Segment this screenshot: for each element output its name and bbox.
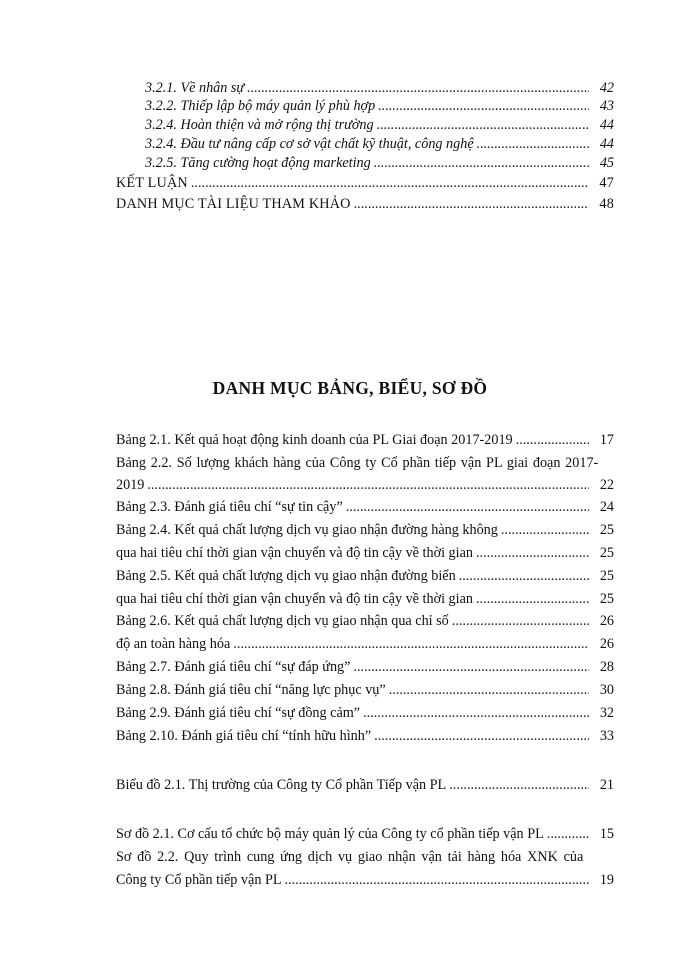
list-item-diagram[interactable] [116, 825, 614, 843]
list-item-table[interactable] [116, 727, 614, 745]
list-item-text: Bảng 2.1. Kết quả hoạt động kinh doanh của PL Giai đoạn 2017-2019 [116, 432, 513, 448]
dot-leader [477, 135, 589, 153]
list-item-page: 19 [599, 872, 614, 888]
list-item-text: Bảng 2.6. Kết quả chất lượng dịch vụ giao nhận qua chỉ số [116, 613, 449, 629]
list-item-chart[interactable] [116, 776, 614, 794]
dot-leader [516, 431, 589, 449]
dot-leader [354, 195, 589, 213]
toc-entry-text: 3.2.1. Về nhân sự [145, 80, 245, 96]
list-item-table[interactable] [116, 454, 614, 472]
list-item-text: Bảng 2.9. Đánh giá tiêu chí “sự đồng cảm” [116, 705, 361, 721]
list-item-table[interactable] [116, 635, 614, 653]
list-item-text: Bảng 2.4. Kết quả chất lượng dịch vụ giao nhận đường hàng không [116, 522, 498, 538]
dot-leader [285, 871, 589, 889]
toc-entry-text: 3.2.4. Đầu tư nâng cấp cơ sở vật chất kỹ thuật, công nghệ [145, 136, 474, 152]
list-item-table[interactable] [116, 612, 614, 630]
list-item-diagram[interactable] [116, 848, 614, 866]
toc-entry-3-2-1[interactable] [145, 79, 614, 97]
dot-leader [247, 79, 589, 97]
dot-leader [147, 476, 589, 494]
section-title: DANH MỤC BẢNG, BIỂU, SƠ ĐỒ [212, 378, 488, 398]
list-item-page: 15 [599, 826, 614, 842]
dot-leader [377, 116, 589, 134]
list-item-text: qua hai tiêu chí thời gian vận chuyển và độ tin cậy về thời gian [116, 545, 473, 561]
list-item-page: 25 [599, 568, 614, 584]
list-item-text: Bảng 2.3. Đánh giá tiêu chí “sự tin cậy” [116, 499, 343, 515]
dot-leader [476, 544, 589, 562]
list-item-page: 32 [599, 705, 614, 721]
list-item-table[interactable] [116, 704, 614, 722]
dot-leader [378, 97, 589, 115]
toc-entry-3-2-5[interactable] [145, 154, 614, 172]
list-item-text: Bảng 2.7. Đánh giá tiêu chí “sự đáp ứng” [116, 659, 351, 675]
toc-entry-text: 3.2.5. Tăng cường hoạt động marketing [145, 155, 371, 171]
list-item-text: Sơ đồ 2.2. Quy trình cung ứng dịch vụ giao nhận vận tải hàng hóa XNK của [116, 849, 584, 865]
list-item-page: 25 [599, 545, 614, 561]
toc-entry-3-2-2[interactable] [145, 97, 614, 115]
toc-entry-page: 43 [599, 98, 614, 114]
toc-entry-3-2-4b[interactable] [145, 135, 614, 153]
dot-leader [191, 174, 589, 192]
toc-entry-3-2-4a[interactable] [145, 116, 614, 134]
list-item-text: qua hai tiêu chí thời gian vận chuyển và độ tin cậy về thời gian [116, 591, 473, 607]
toc-entry-text: 3.2.4. Hoàn thiện và mở rộng thị trường [145, 117, 374, 133]
list-item-page: 26 [599, 613, 614, 629]
dot-leader [363, 704, 589, 722]
list-item-diagram[interactable] [116, 871, 614, 889]
dot-leader [449, 776, 589, 794]
toc-entry-text: KẾT LUẬN [116, 175, 188, 191]
list-item-page: 26 [599, 636, 614, 652]
list-item-table[interactable] [116, 521, 614, 539]
dot-leader [459, 567, 589, 585]
list-item-text: Công ty Cổ phần tiếp vận PL [116, 872, 282, 888]
list-item-table[interactable] [116, 476, 614, 494]
list-item-page: 22 [599, 477, 614, 493]
list-item-table[interactable] [116, 498, 614, 516]
list-item-page: 24 [599, 499, 614, 515]
toc-entry-text: DANH MỤC TÀI LIỆU THAM KHẢO [116, 196, 351, 212]
list-item-text: Bảng 2.8. Đánh giá tiêu chí “năng lực phục vụ” [116, 682, 386, 698]
dot-leader [476, 590, 589, 608]
dot-leader [452, 612, 589, 630]
dot-leader [233, 635, 589, 653]
list-item-text: Sơ đồ 2.1. Cơ cấu tổ chức bộ máy quản lý của Công ty cổ phần tiếp vận PL [116, 826, 544, 842]
toc-entry-page: 47 [599, 175, 614, 191]
dot-leader [374, 154, 589, 172]
list-item-page: 25 [599, 522, 614, 538]
dot-leader [374, 727, 589, 745]
list-item-table[interactable] [116, 544, 614, 562]
toc-entry-page: 42 [599, 80, 614, 96]
toc-entry-page: 44 [599, 117, 614, 133]
dot-leader [346, 498, 589, 516]
dot-leader [353, 658, 589, 676]
list-item-text: độ an toàn hàng hóa [116, 636, 231, 652]
toc-entry-text: 3.2.2. Thiếp lập bộ máy quản lý phù hợp [145, 98, 376, 114]
list-item-table[interactable] [116, 658, 614, 676]
dot-leader [501, 521, 589, 539]
toc-entry-page: 44 [599, 136, 614, 152]
dot-leader [547, 825, 589, 843]
dot-leader [389, 681, 589, 699]
list-item-text: Bảng 2.2. Số lượng khách hàng của Công ty Cổ phần tiếp vận PL giai đoạn 2017- [116, 455, 599, 471]
toc-entry-page: 48 [599, 196, 614, 212]
list-item-table[interactable] [116, 431, 614, 449]
list-item-text: Bảng 2.5. Kết quả chất lượng dịch vụ giao nhận đường biển [116, 568, 456, 584]
list-item-table[interactable] [116, 590, 614, 608]
toc-entry-tai-lieu[interactable] [116, 195, 614, 213]
toc-entry-page: 45 [599, 155, 614, 171]
list-item-table[interactable] [116, 681, 614, 699]
list-item-text: Bảng 2.10. Đánh giá tiêu chí “tính hữu hình” [116, 728, 372, 744]
list-item-table[interactable] [116, 567, 614, 585]
list-item-page: 25 [599, 591, 614, 607]
list-item-page: 30 [599, 682, 614, 698]
list-item-text: Biểu đồ 2.1. Thị trường của Công ty Cổ phần Tiếp vận PL [116, 777, 447, 793]
list-item-page: 28 [599, 659, 614, 675]
toc-entry-ket-luan[interactable] [116, 174, 614, 192]
list-item-page: 17 [599, 432, 614, 448]
list-item-text: 2019 [116, 477, 145, 493]
list-item-page: 21 [599, 777, 614, 793]
list-item-page: 33 [599, 728, 614, 744]
